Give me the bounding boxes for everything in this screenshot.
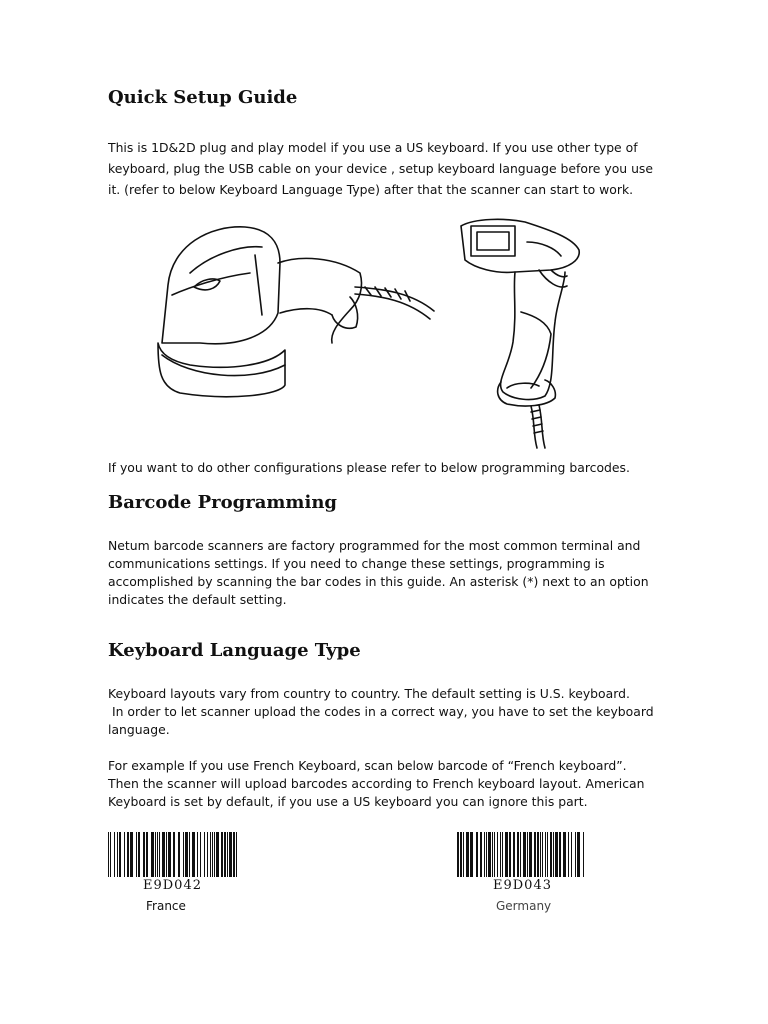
barcode-bar (233, 832, 235, 877)
barcode-bar (542, 832, 543, 877)
keyboard-example-line-1: For example If you use French Keyboard, scan below barcode of “French keyboard”. (108, 758, 627, 773)
barcode-bar (127, 832, 129, 877)
barcode-bar (492, 832, 493, 877)
barcode-bar (550, 832, 552, 877)
barcode-bar (197, 832, 198, 877)
barcode-bar (168, 832, 171, 877)
barcode-programming-line-2: communications settings. If you need to change these settings, programming is (108, 556, 605, 571)
barcode-bar (505, 832, 508, 877)
keyboard-example-line-3: Keyboard is set by default, if you use a US keyboard you can ignore this part. (108, 794, 588, 809)
barcode-bar (497, 832, 498, 877)
barcode-bar (563, 832, 566, 877)
barcode-bar (577, 832, 580, 877)
barcode-bar (151, 832, 154, 877)
scanner-stand-illustration (150, 215, 445, 400)
barcode-bar (555, 832, 558, 877)
barcode-bar (117, 832, 118, 877)
barcode-bar (214, 832, 215, 877)
barcode-code-france: E9D042 (143, 878, 202, 893)
barcode-label-france: France (146, 899, 186, 913)
quick-setup-line-2: keyboard, plug the USB cable on your device , setup keyboard language before you use (108, 161, 653, 176)
barcode-bar (513, 832, 515, 877)
barcode-bar (553, 832, 554, 877)
barcode-bar (146, 832, 148, 877)
barcode-bar (571, 832, 572, 877)
keyboard-language-line-1: Keyboard layouts vary from country to country. The default setting is U.S. keyboard. (108, 686, 630, 701)
barcode-bar (517, 832, 519, 877)
barcode-programming-line-1: Netum barcode scanners are factory programmed for the most common terminal and (108, 538, 641, 553)
barcode-bar (110, 832, 111, 877)
barcode-programming-paragraph (108, 537, 649, 609)
barcode-bar (480, 832, 482, 877)
barcode-programming-line-4: indicates the default setting. (108, 592, 287, 607)
barcode-bar (488, 832, 491, 877)
barcode-bar (114, 832, 115, 877)
keyboard-language-paragraph-2 (108, 757, 644, 811)
barcode-bar (534, 832, 536, 877)
scanner-handheld-illustration (455, 212, 590, 452)
barcode-bar (204, 832, 205, 877)
barcode-bar (185, 832, 188, 877)
barcode-bar (575, 832, 576, 877)
barcode-bar (545, 832, 546, 877)
heading-barcode-programming: Barcode Programming (108, 492, 337, 513)
barcode-bar (221, 832, 223, 877)
keyboard-language-line-3: language. (108, 722, 170, 737)
keyboard-example-line-2: Then the scanner will upload barcodes according to French keyboard layout. American (108, 776, 645, 791)
barcode-bar (229, 832, 232, 877)
heading-quick-setup-guide: Quick Setup Guide (108, 87, 298, 108)
barcode-bar (108, 832, 109, 877)
barcode-bar (162, 832, 165, 877)
keyboard-language-paragraph-1 (108, 685, 654, 739)
barcode-bar (189, 832, 190, 877)
barcode-bar (143, 832, 145, 877)
barcode-bar (227, 832, 228, 877)
barcode-label-germany: Germany (496, 899, 552, 913)
barcode-bar (547, 832, 548, 877)
configuration-note: If you want to do other configurations please refer to below programming barcodes. (108, 460, 630, 475)
barcode-bar (224, 832, 226, 877)
barcode-bar (210, 832, 211, 877)
barcode-bar (523, 832, 526, 877)
barcode-code-germany: E9D043 (493, 878, 552, 893)
barcode-bar (124, 832, 125, 877)
barcode-bar (236, 832, 237, 877)
barcode-bar (119, 832, 121, 877)
heading-keyboard-language-type: Keyboard Language Type (108, 640, 361, 661)
barcode-bar (520, 832, 521, 877)
barcode-bar (476, 832, 478, 877)
barcode-bar (159, 832, 160, 877)
barcode-bar (529, 832, 532, 877)
barcode-france[interactable] (108, 832, 240, 877)
barcode-bar (173, 832, 175, 877)
barcode-bar (466, 832, 469, 877)
barcode-bar (138, 832, 140, 877)
barcode-bar (583, 832, 584, 877)
barcode-bar (500, 832, 501, 877)
barcode-bar (484, 832, 485, 877)
barcode-bar (470, 832, 473, 877)
quick-setup-line-3: it. (refer to below Keyboard Language Type) after that the scanner can start to work. (108, 182, 634, 197)
barcode-germany[interactable] (457, 832, 589, 877)
barcode-bar (155, 832, 156, 877)
barcode-bar (166, 832, 167, 877)
quick-setup-line-1: This is 1D&2D plug and play model if you use a US keyboard. If you use other type of (108, 140, 638, 155)
barcode-bar (460, 832, 462, 877)
barcode-bar (207, 832, 208, 877)
barcode-bar (486, 832, 487, 877)
barcode-bar (559, 832, 561, 877)
barcode-bar (463, 832, 464, 877)
barcode-bar (136, 832, 137, 877)
keyboard-language-line-2: In order to let scanner upload the codes in a correct way, you have to set the keyboard (108, 704, 654, 719)
barcode-bar (130, 832, 133, 877)
barcode-bar (192, 832, 195, 877)
barcode-bar (527, 832, 528, 877)
barcode-bar (502, 832, 503, 877)
barcode-bar (183, 832, 184, 877)
barcode-bar (157, 832, 158, 877)
barcode-bar (216, 832, 219, 877)
quick-setup-paragraph (108, 139, 653, 199)
barcode-bar (212, 832, 213, 877)
barcode-bar (200, 832, 201, 877)
barcode-bar (178, 832, 180, 877)
barcode-bar (537, 832, 539, 877)
barcode-bar (568, 832, 569, 877)
barcode-bar (457, 832, 459, 877)
barcode-bar (540, 832, 541, 877)
barcode-bar (509, 832, 511, 877)
barcode-programming-line-3: accomplished by scanning the bar codes in this guide. An asterisk (*) next to an option (108, 574, 649, 589)
barcode-bar (494, 832, 495, 877)
